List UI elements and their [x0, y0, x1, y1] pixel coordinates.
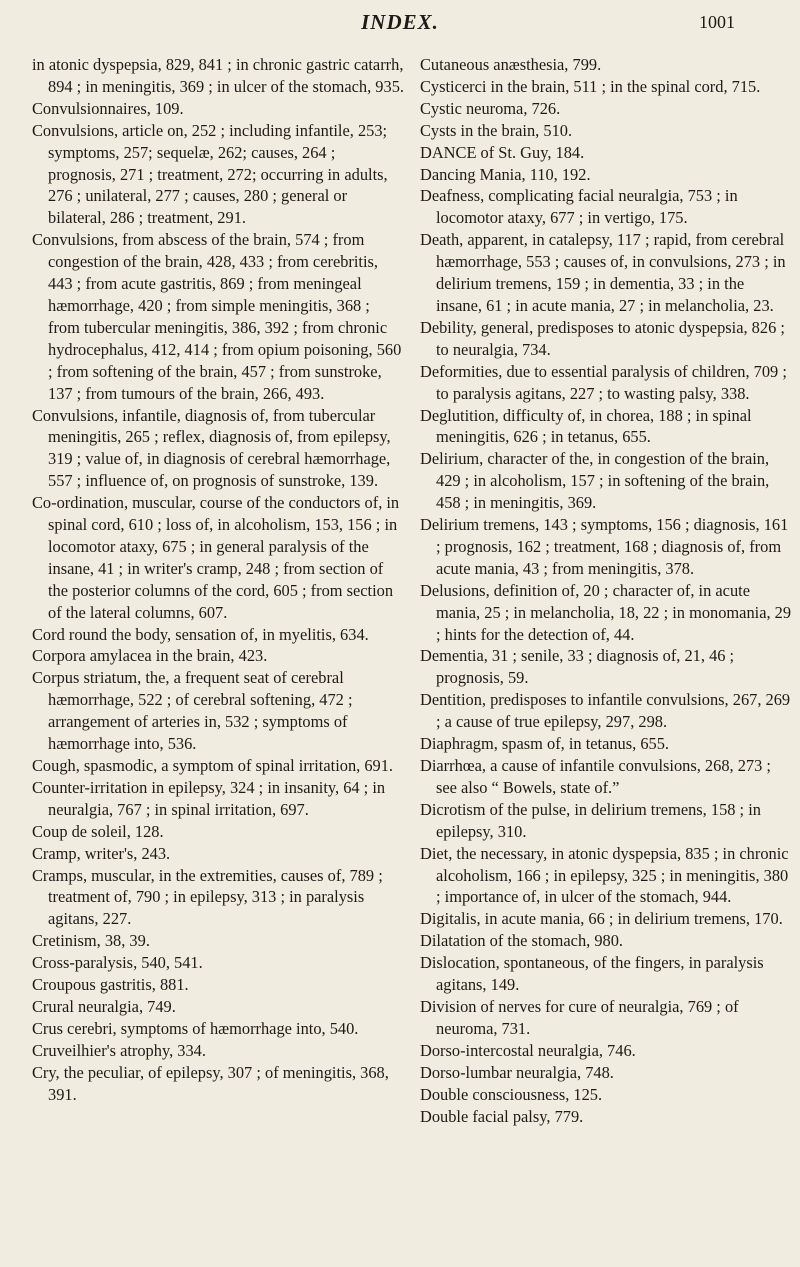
index-entry: Deformities, due to essential paralysis of children, 709 ; to paralysis agitans, 227 ; to wasting palsy, 338.: [420, 361, 787, 403]
right-column: [420, 54, 792, 1127]
index-entry: Crus cerebri, symptoms of hæmorrhage into, 540.: [32, 1018, 359, 1038]
index-entry: Double consciousness, 125.: [420, 1084, 603, 1104]
index-entry: Diet, the necessary, in atonic dyspepsia, 835 ; in chronic alcoholism, 166 ; in epilepsy, 325 ; in meningitis, 380 ; importance of, in ulcer of the stomach, 944.: [420, 843, 789, 907]
index-entry: Deafness, complicating facial neuralgia, 753 ; in locomotor ataxy, 677 ; in vertigo, 175.: [420, 186, 738, 228]
index-entry: Delusions, definition of, 20 ; character of, in acute mania, 25 ; in melancholia, 18, 22 ; in monomania, 29 ; hints for the detection of, 44.: [420, 580, 792, 644]
index-entry: Dorso-intercostal neuralgia, 746.: [420, 1040, 636, 1060]
index-entry: Delirium tremens, 143 ; symptoms, 156 ; diagnosis, 161 ; prognosis, 162 ; treatment, 168 ; diagnosis of, from acute mania, 43 ; from meningitis, 378.: [420, 515, 789, 578]
index-entry: Convulsions, infantile, diagnosis of, from tubercular meningitis, 265 ; reflex, diagnosis of, from epilepsy, 319 ; value of, in diagnosis of cerebral hæmorrhage, 557 ; influence of, on prognosis of sunstroke, 139.: [32, 405, 391, 491]
page-header: [0, 6, 800, 46]
index-entry: Digitalis, in acute mania, 66 ; in delirium tremens, 170.: [420, 909, 783, 929]
index-entry: Croupous gastritis, 881.: [32, 975, 189, 995]
left-column: [32, 54, 404, 1106]
index-entry: Cord round the body, sensation of, in myelitis, 634.: [32, 624, 369, 644]
index-entry: Diaphragm, spasm of, in tetanus, 655.: [420, 734, 670, 754]
index-entry: Dicrotism of the pulse, in delirium tremens, 158 ; in epilepsy, 310.: [420, 799, 761, 841]
index-entry: Cough, spasmodic, a symptom of spinal irritation, 691.: [32, 756, 394, 775]
index-entry: Co-ordination, muscular, course of the conductors of, in spinal cord, 610 ; loss of, in alcoholism, 153, 156 ; in locomotor ataxy, 675 ; in general paralysis of the insane, 41 ; in writer's cramp, 248 ; from section of the posterior columns of the cord, 605 ; from section of the lateral columns, 607.: [32, 493, 400, 622]
index-entry: Convulsionnaires, 109.: [32, 98, 184, 118]
index-entry: Cramp, writer's, 243.: [32, 843, 171, 863]
index-entry: Convulsions, article on, 252 ; including infantile, 253; symptoms, 257; sequelæ, 262; causes, 264 ; prognosis, 271 ; treatment, 272; occurring in adults, 276 ; unilateral, 277 ; causes, 280 ; general or bilateral, 286 ; treatment, 291.: [32, 120, 388, 228]
index-entry: Deglutition, difficulty of, in chorea, 188 ; in spinal meningitis, 626 ; in tetanus, 655.: [420, 405, 752, 447]
index-entry: Cross-paralysis, 540, 541.: [32, 953, 203, 973]
index-entry: Cystic neuroma, 726.: [420, 98, 561, 118]
index-entry: Cry, the peculiar, of epilepsy, 307 ; of meningitis, 368, 391.: [32, 1062, 389, 1104]
index-entry: Double facial palsy, 779.: [420, 1106, 584, 1126]
index-entry: Dentition, predisposes to infantile convulsions, 267, 269 ; a cause of true epilepsy, 297, 298.: [420, 690, 791, 732]
index-entry: Corpus striatum, the, a frequent seat of cerebral hæmorrhage, 522 ; of cerebral softening, 472 ; arrangement of arteries in, 532 ; symptoms of hæmorrhage into, 536.: [32, 668, 353, 754]
index-entry: in atonic dyspepsia, 829, 841 ; in chronic gastric catarrh, 894 ; in meningitis, 369 ; in ulcer of the stomach, 935.: [32, 55, 404, 96]
index-entry: Delirium, character of the, in congestion of the brain, 429 ; in alcoholism, 157 ; in softening of the brain, 458 ; in meningitis, 369.: [420, 449, 770, 513]
index-entry: Cysts in the brain, 510.: [420, 120, 573, 140]
index-entry: Cutaneous anæsthesia, 799.: [420, 55, 602, 74]
index-entry: Division of nerves for cure of neuralgia, 769 ; of neuroma, 731.: [420, 996, 739, 1038]
page-number: 1001: [699, 12, 735, 32]
index-entry: Dementia, 31 ; senile, 33 ; diagnosis of, 21, 46 ; prognosis, 59.: [420, 646, 735, 688]
index-entry: Cramps, muscular, in the extremities, causes of, 789 ; treatment of, 790 ; in epilepsy, 313 ; in paralysis agitans, 227.: [32, 865, 383, 929]
index-entry: Death, apparent, in catalepsy, 117 ; rapid, from cerebral hæmorrhage, 553 ; causes of, in convulsions, 273 ; in delirium tremens, 159 ; in dementia, 33 ; in the insane, 61 ; in acute mania, 27 ; in melancholia, 23.: [420, 230, 786, 315]
index-entry: Cruveilhier's atrophy, 334.: [32, 1040, 206, 1060]
index-entry: DANCE of St. Guy, 184.: [420, 142, 585, 162]
index-entry: Counter-irritation in epilepsy, 324 ; in insanity, 64 ; in neuralgia, 767 ; in spinal irritation, 697.: [32, 777, 386, 819]
index-entry: Dancing Mania, 110, 192.: [420, 164, 591, 184]
index-entry: Diarrhœa, a cause of infantile convulsions, 268, 273 ; see also “ Bowels, state of.”: [420, 756, 771, 797]
index-entry: Cretinism, 38, 39.: [32, 931, 150, 951]
index-entry: Dilatation of the stomach, 980.: [420, 931, 624, 951]
index-entry: Cysticerci in the brain, 511 ; in the spinal cord, 715.: [420, 76, 761, 96]
index-entry: Crural neuralgia, 749.: [32, 996, 176, 1016]
page-title: INDEX.: [361, 10, 439, 34]
index-entry: Dorso-lumbar neuralgia, 748.: [420, 1062, 614, 1082]
index-entry: Coup de soleil, 128.: [32, 821, 164, 841]
index-entry: Dislocation, spontaneous, of the fingers, in paralysis agitans, 149.: [420, 953, 764, 995]
index-entry: Convulsions, from abscess of the brain, 574 ; from congestion of the brain, 428, 433 ; from cerebritis, 443 ; from acute gastritis, 869 ; from meningeal hæmorrhage, 420 ; from simple meningitis, 368 ; from tubercular meningitis, 386, 392 ; from chronic hydrocephalus, 412, 414 ; from opium poisoning, 560 ; from softening of the brain, 457 ; from sunstroke, 137 ; from tumours of the brain, 266, 493.: [32, 230, 402, 403]
index-entry: Debility, general, predisposes to atonic dyspepsia, 826 ; to neuralgia, 734.: [420, 317, 785, 359]
index-entry: Corpora amylacea in the brain, 423.: [32, 646, 268, 666]
